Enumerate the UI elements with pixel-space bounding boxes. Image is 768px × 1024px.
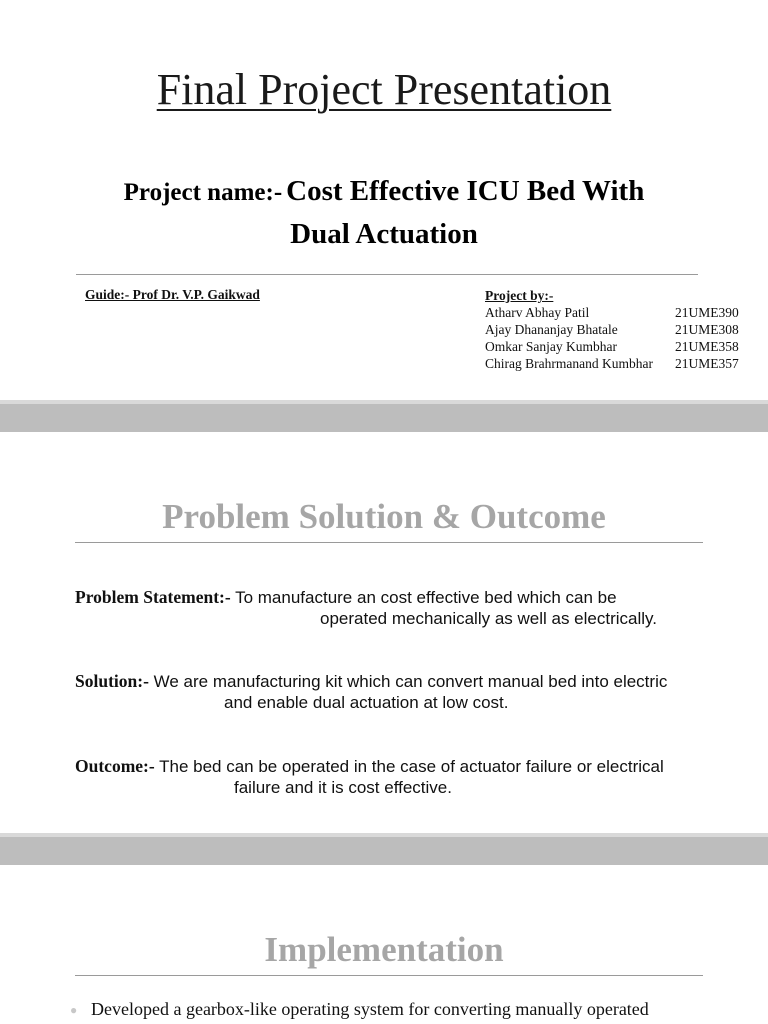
solution-label: Solution:- [75,671,149,691]
slide-separator [0,837,768,865]
problem-statement [75,587,705,629]
solution-statement [75,671,705,713]
project-by-block [485,287,755,372]
outcome-text-line1: The bed can be operated in the case of actuator failure or electrical [154,757,664,776]
divider [76,274,698,275]
slide-separator [0,404,768,432]
member-id: 21UME358 [675,339,739,354]
member-name: Ajay Dhananjay Bhatale [485,322,618,337]
divider [75,542,703,543]
outcome-text-line2: failure and it is cost effective. [234,778,452,797]
project-name-label: Project name:- [123,179,283,206]
member-row [485,338,755,355]
project-by-heading: Project by:- [485,288,554,303]
project-name-line2: Dual Actuation [290,218,478,250]
member-name: Atharv Abhay Patil [485,305,590,320]
solution-text-line2: and enable dual actuation at low cost. [224,693,509,712]
member-id: 21UME390 [675,305,739,320]
project-name [60,172,708,258]
slide-title: Final Project Presentation [156,65,612,114]
bullet-icon: ● [70,1003,78,1017]
outcome-statement [75,756,705,798]
member-row [485,321,755,338]
member-row [485,355,755,372]
guide-label: Guide:- Prof Dr. V.P. Gaikwad [85,287,260,302]
member-id: 21UME357 [675,356,739,371]
outcome-label: Outcome:- [75,756,155,776]
bullet-text: Developed a gearbox-like operating system for converting manually operated [91,999,649,1019]
member-name: Chirag Brahrmanand Kumbhar [485,356,653,371]
solution-text-line1: We are manufacturing kit which can convert manual bed into electric [148,672,668,691]
list-item [70,998,710,1021]
problem-text-line2: operated mechanically as well as electrically. [320,609,658,628]
member-id: 21UME308 [675,322,739,337]
problem-text-line1: To manufacture an cost effective bed which can be [230,588,617,607]
member-name: Omkar Sanjay Kumbhar [485,339,617,354]
problem-label: Problem Statement:- [75,587,231,607]
section-title: Problem Solution & Outcome [162,497,606,536]
divider [75,975,703,976]
member-row [485,304,755,321]
project-name-line1: Cost Effective ICU Bed With [286,175,645,207]
section-title: Implementation [264,930,504,969]
